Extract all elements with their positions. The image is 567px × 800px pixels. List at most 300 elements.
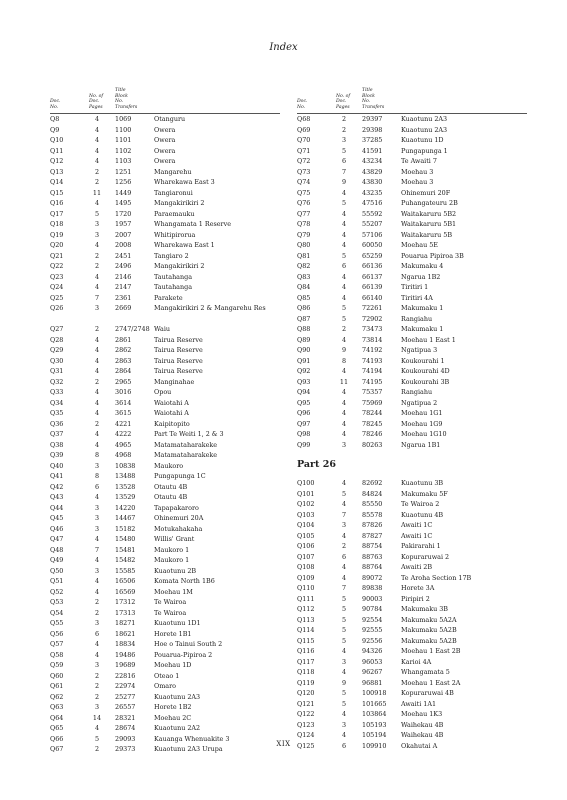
place-name: Manginahae [154,377,195,386]
doc-number: Q64 [50,713,64,722]
doc-number: Q52 [50,587,64,596]
title-block-number: 4968 [115,451,132,459]
doc-number: Q45 [50,514,64,522]
doc-number: Q44 [50,503,64,512]
table-row [297,251,527,262]
page-count: 3 [94,220,100,228]
title-block-number: 43829 [362,167,383,176]
doc-number: Q12 [50,157,64,165]
place-name: Awaiti 1C [401,531,433,540]
doc-number: Q72 [297,157,311,165]
title-block-number: 78244 [362,409,383,417]
title-block-number: 2146 [115,272,132,281]
table-row [50,429,280,440]
doc-number: Q108 [297,563,315,571]
table-row [50,146,280,157]
table-row [297,387,527,398]
doc-number: Q102 [297,500,315,508]
page-count: 3 [94,230,100,239]
place-name: Koukourahi 3B [401,377,450,386]
table-row [297,583,527,594]
place-name: Makumaku 1 [401,304,444,312]
page-count: 4 [94,650,100,659]
doc-number: Q29 [50,346,64,354]
place-name: Maukoro 1 [154,556,190,564]
place-name: Tairua Reserve [154,367,203,375]
place-name: Waihekau 4B [401,731,444,739]
title-block-number: 29373 [115,745,136,753]
doc-number: Q84 [297,283,311,291]
table-row [50,261,280,272]
title-block-number: 18621 [115,629,136,638]
table-row [50,440,280,451]
title-block-number: 47516 [362,199,383,207]
table-row [297,489,527,500]
title-block-number: 16506 [115,577,136,585]
table-row [50,419,280,430]
doc-number: Q118 [297,668,315,676]
doc-number: Q17 [50,209,64,218]
table-row [50,335,280,346]
page-count: 4 [94,146,100,155]
table-row [297,646,527,657]
page-count: 3 [94,514,100,522]
table-row [297,429,527,440]
table-row [50,156,280,167]
page-count: 14 [92,713,102,722]
doc-number: Q116 [297,647,315,655]
table-row [297,510,527,521]
table-row [297,314,527,325]
doc-number: Q112 [297,605,315,613]
table-row [50,639,280,650]
title-block-number: 66136 [362,262,383,270]
doc-number: Q104 [297,521,315,529]
title-block-number: 15585 [115,566,136,575]
page-count: 5 [341,605,347,613]
page-count: 5 [341,199,347,207]
title-block-number: 29093 [115,734,136,743]
page-count: 5 [341,146,347,155]
doc-number: Q71 [297,146,311,155]
page-count: 4 [341,409,347,417]
doc-number: Q105 [297,531,315,540]
page-count: 4 [94,283,100,291]
title-block-number: 1101 [115,136,132,144]
title-block-number: 2965 [115,377,132,386]
place-name: Matamataharakeke [154,451,218,459]
table-row [50,240,280,251]
table-row [50,167,280,178]
place-name: Waitakaruru 5B2 [401,209,457,218]
table-row [50,660,280,671]
doc-number: Q74 [297,178,311,186]
place-name: Omaro [154,682,177,690]
table-row [297,604,527,615]
page-count: 4 [341,419,347,428]
title-block-number: 92556 [362,636,383,645]
table-row [50,587,280,598]
title-block-number: 94326 [362,647,383,655]
place-name: Owera [154,157,176,165]
page-count: 3 [94,304,100,312]
page-count: 3 [94,619,100,627]
doc-number: Q62 [50,692,64,701]
table-row [297,398,527,409]
place-name: Rangiahu [401,388,433,396]
table-row [50,188,280,199]
place-name: Owera [154,125,176,134]
doc-number: Q68 [297,115,311,123]
table-row [50,629,280,640]
place-name: Tairua Reserve [154,346,203,354]
place-name: Puhangateuru 2B [401,199,458,207]
place-name: Moehau 1 East 2A [401,678,461,687]
title-block-number: 55207 [362,220,383,228]
table-row [50,125,280,136]
left-table-body [50,114,280,755]
page-count: 4 [341,731,347,739]
place-name: Pouarua Pipiroa 3B [401,251,464,260]
table-row [50,461,280,472]
doc-number: Q41 [50,472,64,480]
table-row [50,198,280,209]
page-count: 2 [341,325,347,333]
title-block-number: 43234 [362,157,383,165]
doc-number: Q65 [50,724,64,732]
title-block-number: 2669 [115,304,132,312]
page-count: 4 [341,573,347,582]
title-block-number: 78245 [362,419,383,428]
page-count: 9 [341,678,347,687]
title-block-number: 105193 [362,720,387,729]
table-row [50,513,280,524]
table-row [50,324,280,335]
doc-number: Q31 [50,367,64,375]
page-count: 4 [94,535,100,543]
page-count: 2 [94,671,100,680]
title-block-number: 13529 [115,493,136,501]
doc-number: Q33 [50,388,64,396]
title-block-number: 2862 [115,346,132,354]
doc-number: Q67 [50,745,64,753]
table-row [297,230,527,241]
place-name: Waiu [154,325,170,333]
page-count: 2 [94,682,100,690]
title-block-number: 1251 [115,167,132,176]
table-row [297,720,527,731]
page-count: 3 [341,657,347,666]
page-count: 3 [341,521,347,529]
doc-number: Q39 [50,451,64,459]
title-block-number: 3016 [115,388,132,396]
page-count: 4 [341,230,347,239]
table-row [50,597,280,608]
place-name: Kuaotunu 4B [401,510,444,519]
title-block-number: 19486 [115,650,136,659]
place-name: Otanguru [154,115,186,123]
table-row [297,667,527,678]
table-row [50,681,280,692]
title-block-number: 85578 [362,510,383,519]
title-block-number: 14220 [115,503,136,512]
doc-number: Q47 [50,535,64,543]
page-count: 6 [341,262,347,270]
title-block-number: 1720 [115,209,132,218]
doc-number: Q109 [297,573,315,582]
part-heading: Part 26 [297,459,336,470]
table-row [50,366,280,377]
title-block-number: 1100 [115,125,132,134]
doc-number: Q50 [50,566,64,575]
title-block-number: 2451 [115,251,132,260]
table-row [297,440,527,451]
doc-number: Q10 [50,136,64,144]
table-row [50,618,280,629]
title-block-number: 1102 [115,146,132,155]
title-block-number: 28674 [115,724,136,732]
table-row [50,524,280,535]
page-count: 4 [341,479,347,487]
table-row [297,478,527,489]
place-name: Okahutai A [401,741,438,750]
title-block-number: 100918 [362,689,387,697]
title-block-number: 90003 [362,594,383,603]
page-count: 9 [341,346,347,354]
title-block-number: 87827 [362,531,383,540]
page-count: 2 [94,325,100,333]
place-name: Moehau 1G9 [401,419,443,428]
page-count: 4 [341,710,347,718]
doc-number: Q83 [297,272,311,281]
title-block-number: 2007 [115,230,132,239]
place-name: Tangiaronui [154,188,193,197]
title-block-number: 22974 [115,682,136,690]
place-name: Tiritiri 1 [401,283,429,291]
place-name: Waiotahi A [154,409,189,417]
place-name: Horete 1B2 [154,703,192,711]
title-block-number: 105194 [362,731,387,739]
col-title-block: Title Block No. Transfers [362,88,385,110]
title-block-number: 82692 [362,479,383,487]
title-block-number: 2863 [115,356,132,365]
page-count: 2 [94,178,100,186]
table-row [297,282,527,293]
page-count: 4 [94,272,100,281]
doc-number: Q27 [50,325,64,333]
doc-number: Q38 [50,440,64,449]
page-count: 4 [94,388,100,396]
page-count: 4 [94,241,100,249]
page-count: 3 [341,136,347,144]
place-name: Opou [154,388,172,396]
page-count: 4 [94,587,100,596]
table-row [297,198,527,209]
doc-number: Q81 [297,251,311,260]
place-name: Moehau 1 East 1 [401,335,456,344]
page-count: 5 [341,314,347,323]
title-block-number: 101665 [362,699,387,708]
title-block-number: 15482 [115,556,136,564]
table-row [50,471,280,482]
table-row [297,272,527,283]
title-block-number: 90784 [362,605,383,613]
doc-number: Q88 [297,325,311,333]
page-count: 7 [341,584,347,592]
title-block-number: 89072 [362,573,383,582]
doc-number: Q86 [297,304,311,312]
title-block-number: 2147 [115,283,132,291]
table-row [297,146,527,157]
page-count: 4 [94,335,100,344]
title-block-number: 17312 [115,598,136,606]
doc-number: Q66 [50,734,64,743]
doc-number: Q53 [50,598,64,606]
page-count: 4 [94,157,100,165]
place-name: Kuaotunu 3B [401,479,444,487]
page-count: 5 [341,689,347,697]
place-name: Karioi 4A [401,657,432,666]
doc-number: Q95 [297,398,311,407]
table-row [50,608,280,619]
page-count: 8 [94,472,100,480]
title-block-number: 3614 [115,398,132,407]
place-name: Parakete [154,293,183,302]
page-count: 5 [341,251,347,260]
page-count: 2 [94,262,100,270]
page-count: 8 [94,451,100,459]
table-row [297,562,527,573]
title-block-number: 19689 [115,661,136,669]
right-table-body [297,114,527,450]
place-name: Makumaku 5A2A [401,615,457,624]
table-row [50,114,280,125]
page-count: 4 [94,346,100,354]
place-name: Tautahanga [154,283,193,291]
title-block-number: 26557 [115,703,136,711]
page-count: 3 [341,440,347,449]
table-row [50,303,280,324]
doc-number: Q119 [297,678,315,687]
doc-number: Q110 [297,584,315,592]
doc-number: Q35 [50,409,64,417]
place-name: Pungapunga 1C [154,472,206,480]
table-row [297,293,527,304]
title-block-number: 57106 [362,230,383,239]
table-row [50,398,280,409]
title-block-number: 43830 [362,178,383,186]
table-row [297,594,527,605]
doc-number: Q93 [297,377,311,386]
title-block-number: 18271 [115,619,136,627]
title-block-number: 66139 [362,283,383,291]
page-count: 4 [341,188,347,197]
place-name: Moehau 1D [154,661,192,669]
place-name: Koukourahi 1 [401,356,445,365]
page-count: 6 [94,482,100,491]
page-count: 4 [94,430,100,438]
title-block-number: 96881 [362,678,383,687]
table-row [50,555,280,566]
table-row [297,261,527,272]
title-block-number: 13488 [115,472,136,480]
right-index-column [297,62,527,751]
doc-number: Q79 [297,230,311,239]
page-count: 6 [341,552,347,561]
place-name: Koukourahi 4D [401,367,450,375]
place-name: Owera [154,146,176,155]
title-block-number: 72902 [362,314,383,323]
table-row [297,699,527,710]
doc-number: Q54 [50,608,64,617]
title-block-number: 74192 [362,346,383,354]
table-row [50,209,280,220]
page-count: 4 [94,115,100,123]
page-count: 4 [341,209,347,218]
place-name: Makumaku 5A2B [401,636,457,645]
place-name: Rangiahu [401,314,433,323]
doc-number: Q106 [297,542,315,550]
table-row [297,377,527,388]
place-name: Kuaotunu 2A3 Urupa [154,745,223,753]
title-block-number: 1256 [115,178,132,186]
page-count: 5 [341,489,347,498]
title-block-number: 2747/2748 [115,325,150,333]
table-row [297,356,527,367]
title-block-number: 72261 [362,304,383,312]
title-block-number: 87826 [362,521,383,529]
doc-number: Q15 [50,188,64,197]
place-name: Motukahakaha [154,524,203,533]
page-count: 2 [341,542,347,550]
doc-number: Q91 [297,356,311,365]
page-count: 4 [341,563,347,571]
page-count: 2 [94,608,100,617]
title-block-number: 2861 [115,335,132,344]
place-name: Otautu 4B [154,493,188,501]
doc-number: Q14 [50,178,64,186]
title-block-number: 55592 [362,209,383,218]
place-name: Mangarehu [154,167,192,176]
doc-number: Q73 [297,167,311,176]
doc-number: Q63 [50,703,64,711]
table-row [297,520,527,531]
page-count: 4 [341,500,347,508]
page-count: 4 [94,199,100,207]
title-block-number: 15481 [115,545,136,554]
page-count: 2 [94,377,100,386]
title-block-number: 92554 [362,615,383,624]
table-row [50,503,280,514]
doc-number: Q56 [50,629,64,638]
place-name: Wharekawa East 1 [154,241,215,249]
title-block-number: 1449 [115,188,132,197]
place-name: Moehau 3 [401,178,434,186]
table-row [297,303,527,314]
table-row [297,678,527,689]
place-name: Moehau 5E [401,241,438,249]
table-row [297,531,527,542]
doc-number: Q34 [50,398,64,407]
page-count: 4 [341,283,347,291]
place-name: Moehau 2C [154,713,192,722]
doc-number: Q103 [297,510,315,519]
table-row [297,615,527,626]
place-name: Moehau 1G10 [401,430,447,438]
place-name: Te Aroha Section 17B [401,573,472,582]
col-doc-no: Doc. No. [297,99,308,110]
title-block-number: 74193 [362,356,383,365]
